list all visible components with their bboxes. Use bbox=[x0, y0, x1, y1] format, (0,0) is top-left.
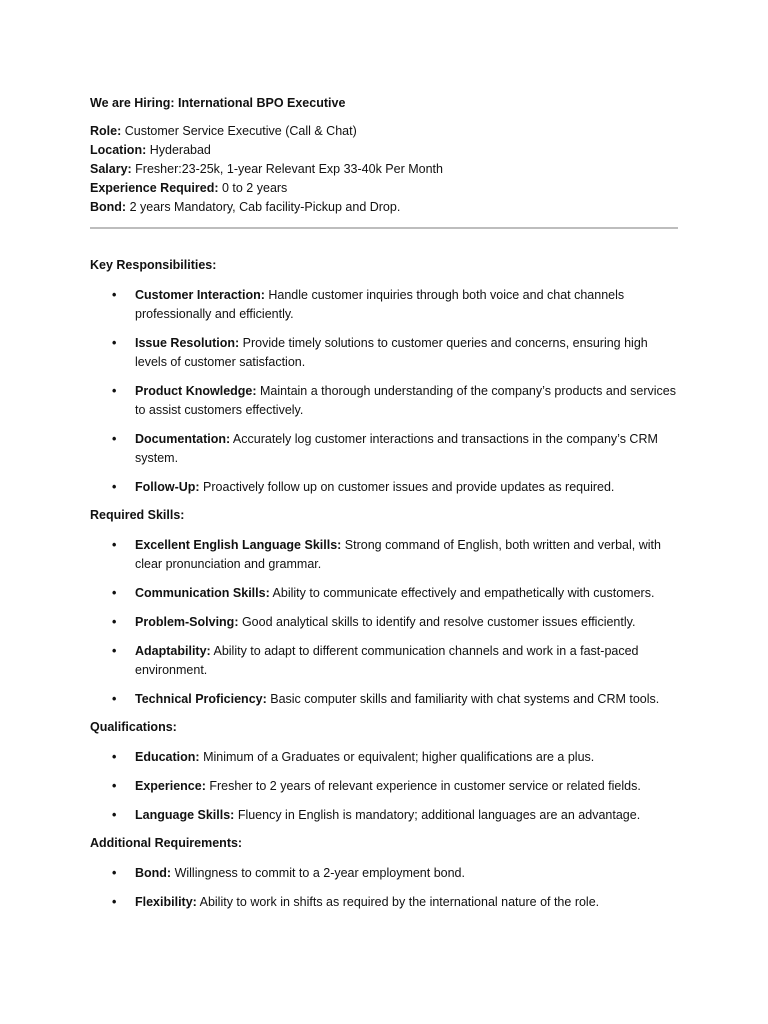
item-label: Communication Skills: bbox=[135, 586, 270, 600]
item-text: Willingness to commit to a 2-year employment bond. bbox=[171, 866, 465, 880]
detail-value: Customer Service Executive (Call & Chat) bbox=[121, 124, 357, 138]
bullet-icon: • bbox=[112, 808, 117, 822]
item-text: Basic computer skills and familiarity with chat systems and CRM tools. bbox=[266, 692, 660, 706]
bullet-icon: • bbox=[112, 384, 117, 398]
item-text: Proactively follow up on customer issues and provide updates as required. bbox=[199, 480, 615, 494]
item-text: Provide timely solutions to customer queries and concerns, ensuring high levels of customer satisfaction. bbox=[135, 336, 648, 369]
detail-value: Hyderabad bbox=[146, 143, 211, 157]
item-text: Accurately log customer interactions and transactions in the company’s CRM system. bbox=[135, 432, 658, 465]
item-label: Documentation: bbox=[135, 432, 231, 446]
list-item bbox=[90, 864, 678, 883]
item-label: Excellent English Language Skills: bbox=[135, 538, 342, 552]
list-item bbox=[90, 690, 678, 709]
list-item bbox=[90, 430, 678, 468]
job-details bbox=[90, 122, 678, 217]
item-label: Language Skills: bbox=[135, 808, 235, 822]
list-item bbox=[90, 536, 678, 574]
list-item bbox=[90, 748, 678, 767]
section-heading: Qualifications: bbox=[90, 720, 177, 734]
bullet-icon: • bbox=[112, 336, 117, 350]
item-text: Strong command of English, both written and verbal, with clear pronunciation and grammar. bbox=[135, 538, 661, 571]
detail-label: Experience Required: bbox=[90, 181, 219, 195]
bullet-icon: • bbox=[112, 615, 117, 629]
detail-value: 2 years Mandatory, Cab facility-Pickup and Drop. bbox=[126, 200, 401, 214]
item-text: Fluency in English is mandatory; additional languages are an advantage. bbox=[234, 808, 641, 822]
section-heading: Required Skills: bbox=[90, 508, 185, 522]
horizontal-divider bbox=[90, 227, 678, 229]
item-label: Problem-Solving: bbox=[135, 615, 239, 629]
item-text: Handle customer inquiries through both voice and chat channels professionally and efficiently. bbox=[135, 288, 625, 321]
bullet-icon: • bbox=[112, 866, 117, 880]
detail-label: Bond: bbox=[90, 200, 127, 214]
list-item bbox=[90, 777, 678, 796]
item-text: Minimum of a Graduates or equivalent; higher qualifications are a plus. bbox=[199, 750, 595, 764]
item-label: Education: bbox=[135, 750, 200, 764]
item-text: Ability to work in shifts as required by the international nature of the role. bbox=[196, 895, 600, 909]
item-label: Technical Proficiency: bbox=[135, 692, 267, 706]
bullet-list bbox=[90, 748, 678, 825]
item-label: Bond: bbox=[135, 866, 172, 880]
detail-location bbox=[90, 141, 678, 160]
list-item bbox=[90, 584, 678, 603]
item-label: Product Knowledge: bbox=[135, 384, 257, 398]
detail-value: 0 to 2 years bbox=[218, 181, 288, 195]
list-item bbox=[90, 806, 678, 825]
item-label: Customer Interaction: bbox=[135, 288, 265, 302]
bullet-list bbox=[90, 864, 678, 912]
bullet-icon: • bbox=[112, 779, 117, 793]
bullet-list bbox=[90, 536, 678, 709]
detail-value: Fresher:23-25k, 1-year Relevant Exp 33-40k Per Month bbox=[131, 162, 443, 176]
page-title: We are Hiring: International BPO Executive bbox=[90, 96, 346, 110]
item-text: Maintain a thorough understanding of the company’s products and services to assist customers effectively. bbox=[135, 384, 677, 417]
bullet-icon: • bbox=[112, 480, 117, 494]
detail-label: Location: bbox=[90, 143, 147, 157]
bullet-icon: • bbox=[112, 895, 117, 909]
bullet-icon: • bbox=[112, 288, 117, 302]
list-item bbox=[90, 642, 678, 680]
bullet-icon: • bbox=[112, 644, 117, 658]
bullet-icon: • bbox=[112, 750, 117, 764]
item-label: Follow-Up: bbox=[135, 480, 200, 494]
bullet-list bbox=[90, 286, 678, 497]
item-label: Experience: bbox=[135, 779, 206, 793]
bullet-icon: • bbox=[112, 538, 117, 552]
list-item bbox=[90, 334, 678, 372]
section-heading: Key Responsibilities: bbox=[90, 258, 217, 272]
bullet-icon: • bbox=[112, 586, 117, 600]
detail-salary bbox=[90, 160, 678, 179]
item-text: Ability to communicate effectively and empathetically with customers. bbox=[269, 586, 655, 600]
detail-experience bbox=[90, 179, 678, 198]
list-item bbox=[90, 893, 678, 912]
item-text: Ability to adapt to different communication channels and work in a fast-paced environment. bbox=[135, 644, 639, 677]
item-label: Adaptability: bbox=[135, 644, 211, 658]
detail-label: Role: bbox=[90, 124, 122, 138]
bullet-icon: • bbox=[112, 692, 117, 706]
item-text: Good analytical skills to identify and resolve customer issues efficiently. bbox=[238, 615, 636, 629]
item-label: Issue Resolution: bbox=[135, 336, 240, 350]
list-item bbox=[90, 478, 678, 497]
item-text: Fresher to 2 years of relevant experience in customer service or related fields. bbox=[205, 779, 641, 793]
detail-label: Salary: bbox=[90, 162, 132, 176]
sections-container bbox=[90, 257, 678, 912]
detail-bond bbox=[90, 198, 678, 217]
list-item bbox=[90, 613, 678, 632]
detail-role bbox=[90, 122, 678, 141]
item-label: Flexibility: bbox=[135, 895, 197, 909]
list-item bbox=[90, 382, 678, 420]
bullet-icon: • bbox=[112, 432, 117, 446]
list-item bbox=[90, 286, 678, 324]
section-heading: Additional Requirements: bbox=[90, 836, 243, 850]
